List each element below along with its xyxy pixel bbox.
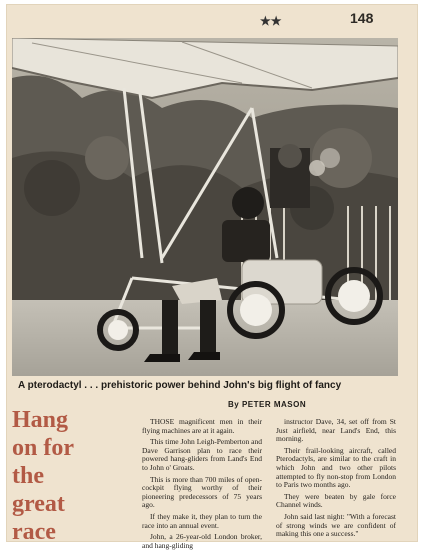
- byline: By PETER MASON: [228, 400, 307, 409]
- page-number: 148: [350, 10, 374, 26]
- article-column-1: [142, 418, 262, 553]
- headline-line: the: [12, 463, 44, 489]
- headline: [12, 406, 130, 546]
- paragraph: instructor Dave, 34, set off from St Just airfield, near Land's End, this morning.: [276, 417, 396, 444]
- paragraph: If they make it, they plan to turn the race into an annual event.: [142, 511, 262, 530]
- article-column-2: [276, 418, 396, 542]
- photo-caption: A pterodactyl . . . prehistoric power behind John's big flight of fancy: [18, 380, 342, 391]
- edition-stars: ★★: [260, 14, 282, 28]
- paragraph: THOSE magnificent men in their flying machines are at it again.: [142, 417, 262, 435]
- paragraph: This time John Leigh-Pemberton and Dave Garrison plan to race their powered hang-gliders from Land's End to John o' Groats.: [142, 437, 262, 472]
- paragraph: This is more than 700 miles of open-cockpit flying worthy of their pioneering predecessors of 75 years ago.: [142, 474, 262, 510]
- news-photo: [12, 38, 398, 376]
- paragraph: John, a 26-year-old London broker, and hang-gliding: [142, 532, 262, 550]
- paragraph: John said last night: "With a forecast of strong winds we are confident of making this one a success.": [276, 511, 396, 539]
- headline-line: great: [12, 491, 65, 517]
- headline-line: race: [12, 519, 56, 545]
- headline-line: on for: [12, 435, 74, 461]
- headline-line: Hang: [12, 407, 69, 433]
- paragraph: They were beaten by gale force Channel winds.: [276, 491, 396, 510]
- paragraph: Their frail-looking aircraft, called Pterodactyls, are similar to the craft in which John and two other pilots attempted to fly non-stop from London to Paris two months ago.: [276, 445, 396, 490]
